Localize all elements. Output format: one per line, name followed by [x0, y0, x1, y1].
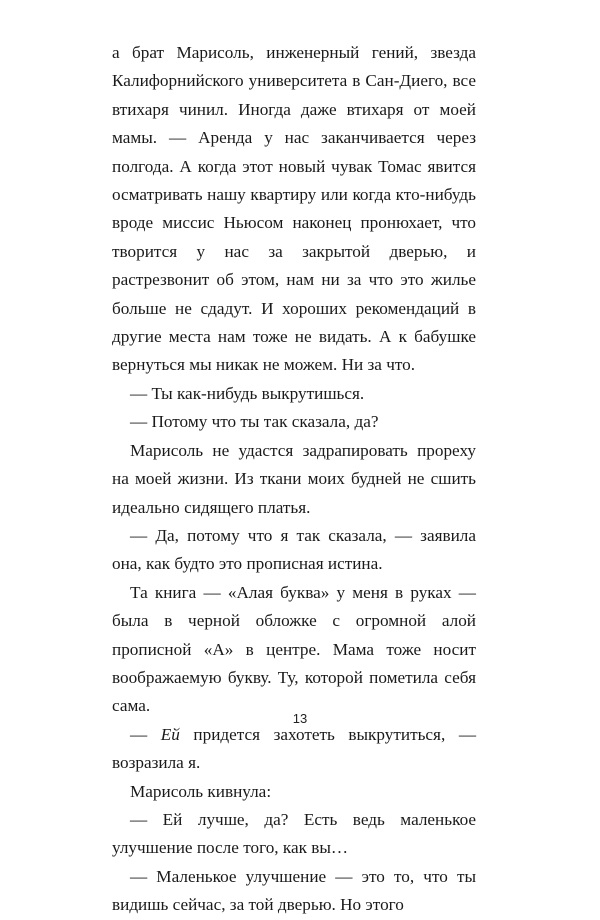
paragraph: Марисоль кивнула: — [130, 781, 272, 801]
paragraph: — Потому что ты так сказала, да? — [130, 412, 379, 432]
paragraph: — Да, потому что я так сказала, — заявила она, как будто это прописная истина. — [112, 525, 476, 574]
paragraph-rest: придется захотеть выкрутиться, — возразила я. — [112, 724, 477, 773]
paragraph: — Маленькое улучшение — это то, что ты видишь сейчас, за той дверью. Но этого — [112, 866, 476, 915]
paragraph: а брат Марисоль, инженерный гений, звезда Калифорнийского университета в Сан-Диего, все втихаря чинил. Иногда даже втихаря от моей мамы. — Аренда у нас заканчивается через полгода. А когда этот новый чувак Томас явится осматривать нашу квартиру или когда кто-нибудь вроде миссис Ньюсом наконец пронюхает, что творится у нас за закрытой дверью, и растрезвонит об этом, нам ни за что это жилье больше не сдадут. И хороших рекомендаций в другие места нам тоже не видать. А к бабушке вернуться мы никак не можем. Ни за что. — [112, 43, 476, 375]
page-number: 13 — [292, 711, 308, 726]
paragraph: Марисоль не удастся задрапировать прореху на моей жизни. Из ткани моих будней не сшить идеально сидящего платья. — [112, 440, 476, 517]
emphasis: Ей — [160, 724, 180, 744]
paragraph — [112, 721, 476, 778]
paragraph: — Ей лучше, да? Есть ведь маленькое улучшение после того, как вы… — [112, 809, 476, 858]
paragraph: — Ты как-нибудь выкрутишься. — [130, 383, 365, 403]
dash: — — [130, 724, 161, 744]
body-text — [112, 39, 476, 920]
paragraph: Та книга — «Алая буква» у меня в руках — была в черной обложке с огромной алой прописной «А» в центре. Мама тоже носит воображаемую букву. Ту, которой пометила себя сама. — [112, 582, 476, 716]
